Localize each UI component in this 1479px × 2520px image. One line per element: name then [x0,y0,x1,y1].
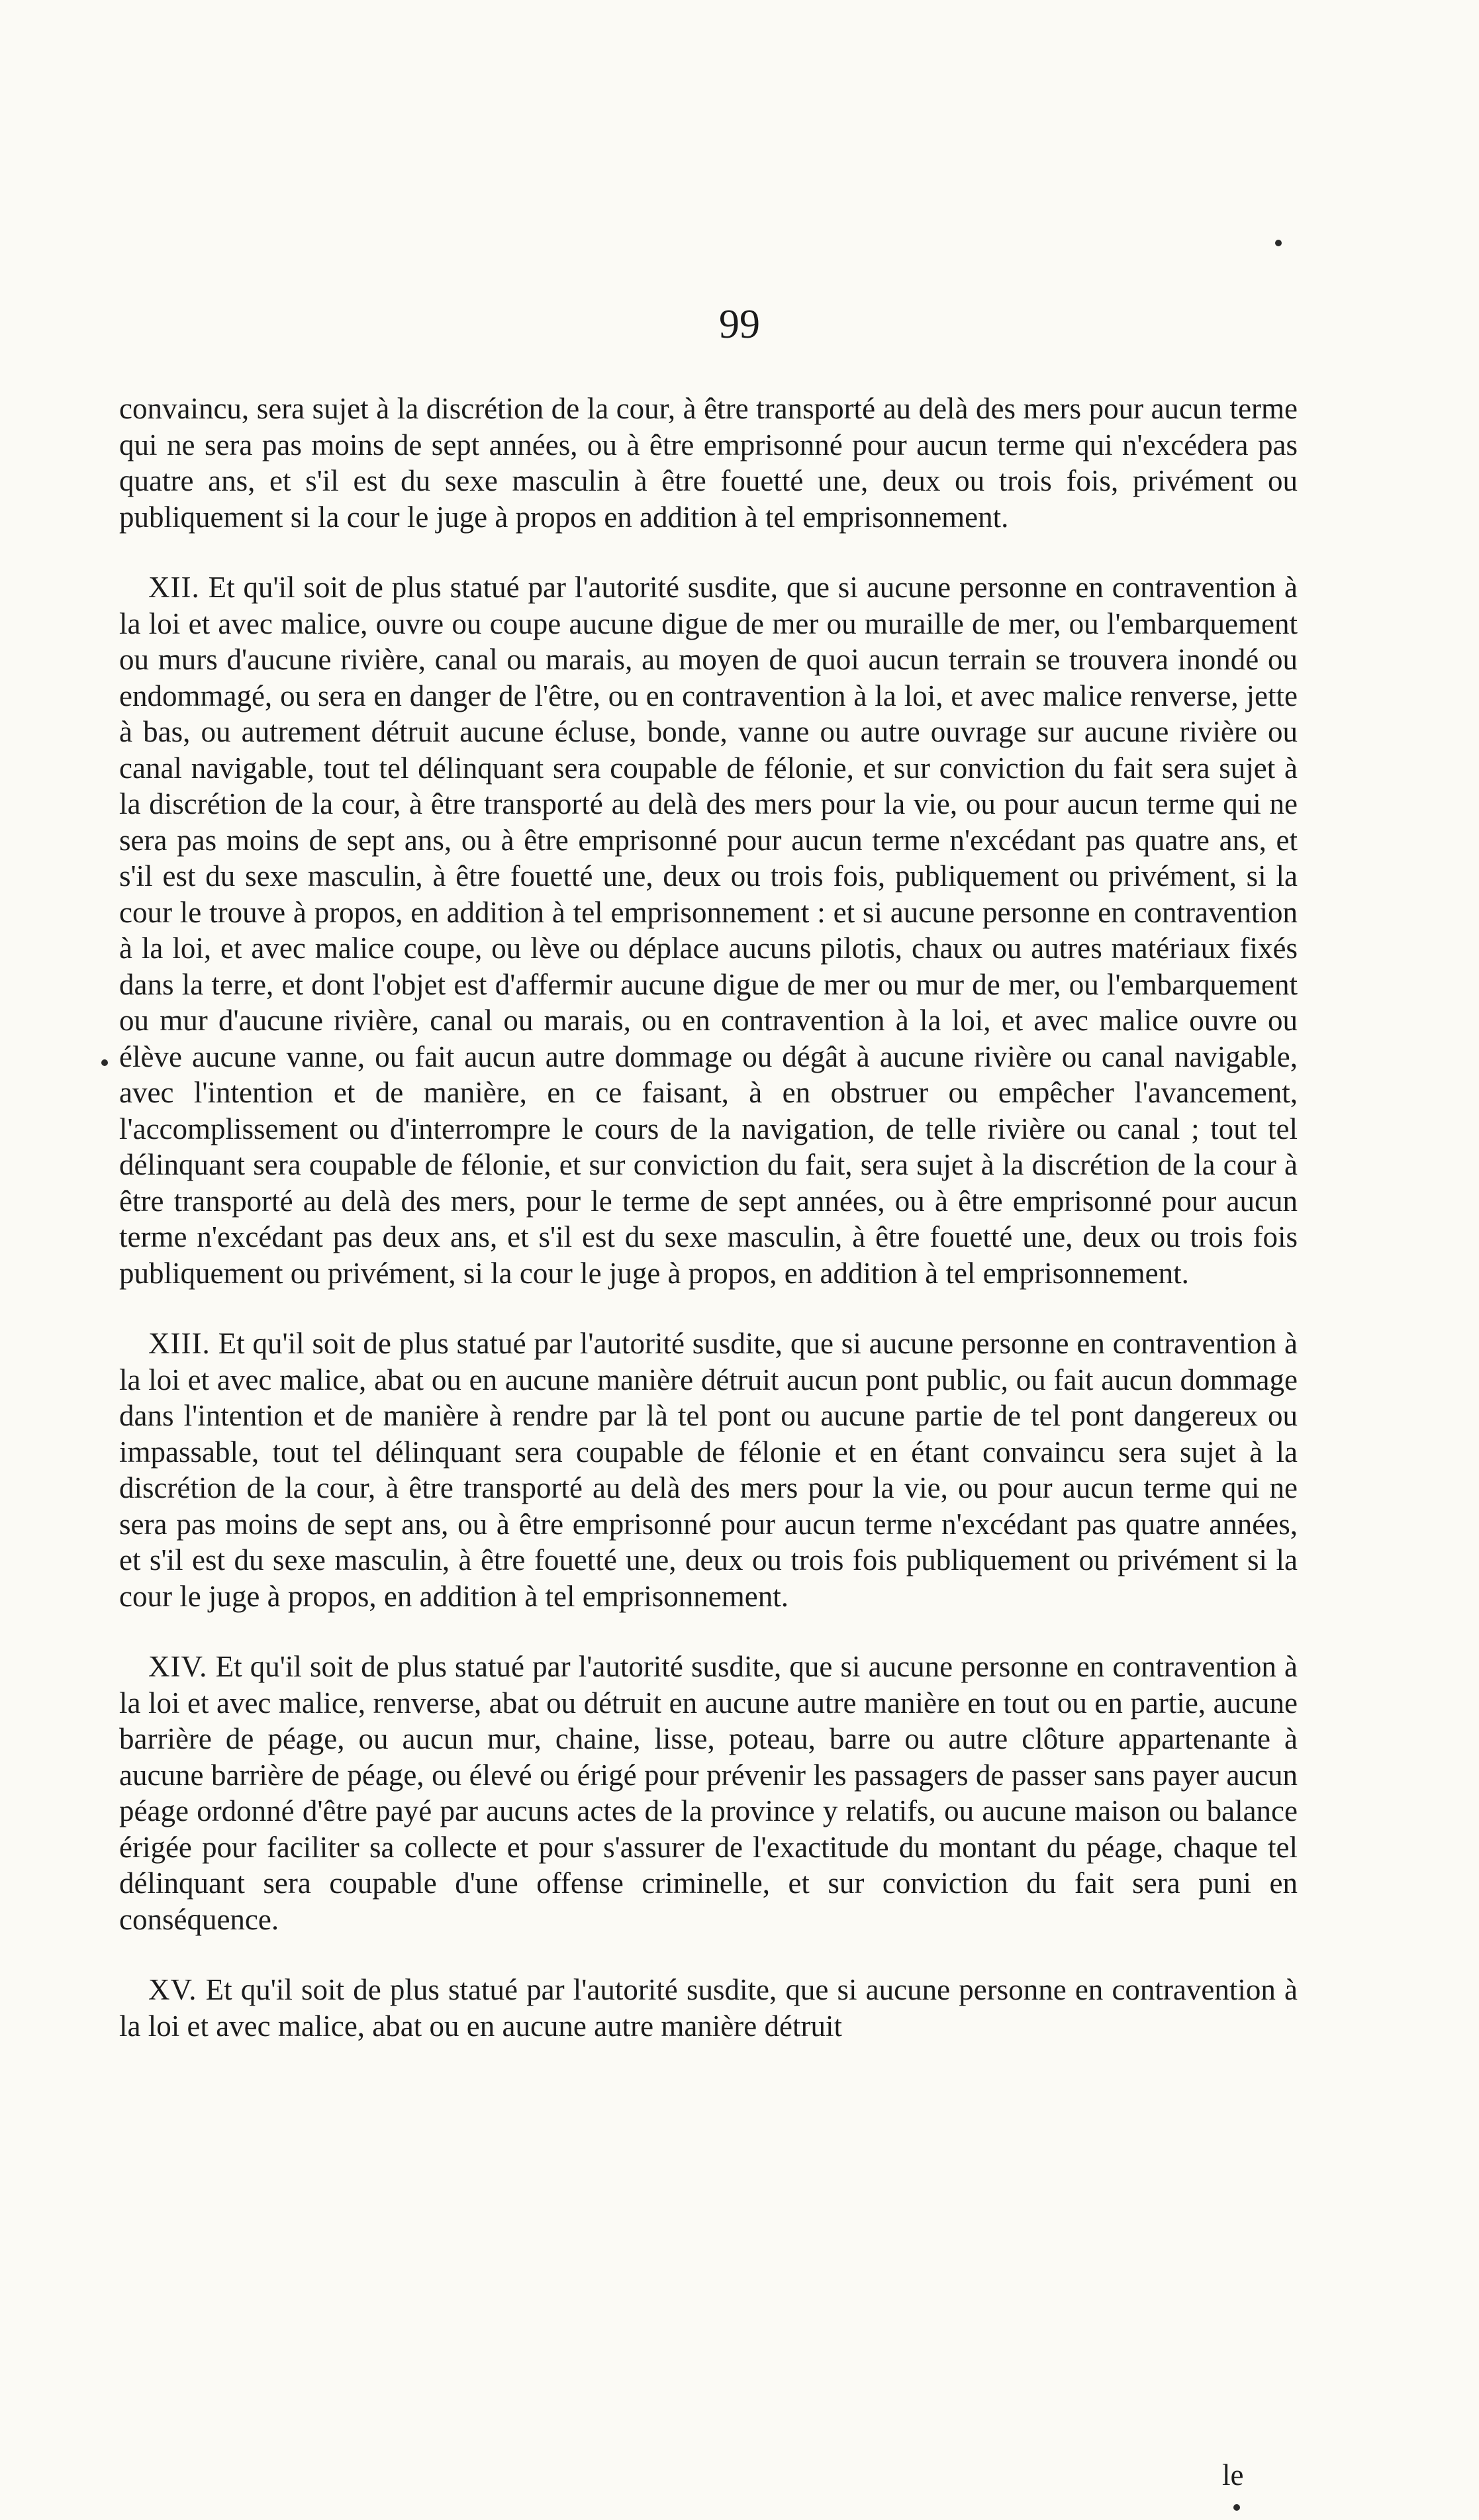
paragraph-article-xii [119,569,1298,1291]
paragraph-article-xiii [119,1326,1298,1614]
article-number: XV. [148,1973,197,2006]
paragraph-article-xiv [119,1649,1298,1937]
article-number: XII. [148,571,200,604]
paragraph-text: Et qu'il soit de plus statué par l'autorité susdite, que si aucune personne en contravention à la loi et avec malice, abat ou en aucune manière détruit aucun pont public, ou fait aucun dommage dans l'intention et de manière à rendre par là tel pont ou aucune partie de tel pont dangereux ou impassable, tout tel délinquant sera coupable de félonie et en étant convaincu sera sujet à la discrétion de la cour, à être transporté au delà des mers pour la vie, ou pour aucun terme qui ne sera pas moins de sept ans, ou à être emprisonné pour aucun terme n'excédant pas quatre années, et s'il est du sexe masculin, à être fouetté une, deux ou trois fois publiquement ou privément si la cour le juge à propos, en addition à tel emprisonnement. [119,1327,1298,1613]
body-text [119,391,1298,2044]
paragraph-article-xv [119,1972,1298,2044]
paragraph-text: convaincu, sera sujet à la discrétion de la cour, à être transporté au delà des mers pour aucun terme qui ne sera pas moins de sept années, ou à être emprisonné pour aucun terme qui n'excédera pas quatre ans, et s'il est du sexe masculin à être fouetté une, deux ou trois fois, privément ou publiquement si la cour le juge à propos en addition à tel emprisonnement. [119,392,1298,534]
paragraph-text: Et qu'il soit de plus statué par l'autorité susdite, que si aucune personne en contravention à la loi et avec malice, ouvre ou coupe aucune digue de mer ou muraille de mer, ou l'embarquement ou murs d'aucune rivière, canal ou marais, au moyen de quoi aucun terrain se trouvera inondé ou endommagé, ou sera en danger de l'être, ou en contravention à la loi, et avec malice renverse, jette à bas, ou autrement détruit aucune écluse, bonde, vanne ou autre ouvrage sur aucune rivière ou canal navigable, tout tel délinquant sera coupable de félonie, et sur conviction du fait sera sujet à la discrétion de la cour, à être transporté au delà des mers pour la vie, ou pour aucun terme qui ne sera pas moins de sept ans, ou à être emprisonné pour aucun terme n'excédant pas quatre ans, et s'il est du sexe masculin, à être fouetté une, deux ou trois fois, publiquement ou privément, si la cour le trouve à propos, en addition à tel emprisonnement : et si aucune personne en contravention à la loi, et avec malice coupe, ou lève ou déplace aucuns pilotis, chaux ou autres matériaux fixés dans la terre, et dont l'objet est d'affermir aucune digue de mer ou mur de mer, ou l'embarquement ou mur d'aucune rivière, canal ou marais, ou en contravention à la loi, et avec malice ouvre ou élève aucune vanne, ou fait aucun autre dommage ou dégât à aucune rivière ou canal navigable, avec l'intention et de manière, en ce faisant, à en obstruer ou empêcher l'avancement, l'accomplissement ou d'interrompre le cours de la navigation, de telle rivière ou canal ; tout tel délinquant sera coupable de félonie, et sur conviction du fait, sera sujet à la discrétion de la cour à être transporté au delà des mers, pour le terme de sept années, ou à être emprisonné pour aucun terme n'excédant pas deux ans, et s'il est du sexe masculin, à être fouetté une, deux ou trois fois publiquement ou privément, si la cour le juge à propos, en addition à tel emprisonnement. [119,571,1298,1290]
article-number: XIII. [148,1327,211,1360]
paragraph-text: Et qu'il soit de plus statué par l'autorité susdite, que si aucune personne en contravention à la loi et avec malice, abat ou en aucune autre manière détruit [119,1973,1298,2043]
article-number: XIV. [148,1650,208,1683]
ink-dot-mark [101,1059,108,1066]
catchword: le [1222,2458,1244,2492]
paragraph-continuation [119,391,1298,535]
paragraph-text: Et qu'il soit de plus statué par l'autorité susdite, que si aucune personne en contravention à la loi et avec malice, renverse, abat ou détruit en aucune autre manière en tout ou en partie, aucune barrière de péage, ou aucun mur, chaine, lisse, poteau, barre ou autre clôture appartenante à aucune barrière de péage, ou élevé ou érigé pour prévenir les passagers de passer sans payer aucun péage ordonné d'être payé par aucuns actes de la province y relatifs, ou aucune maison ou balance érigée pour faciliter sa collecte et pour s'assurer de l'exactitude du montant du péage, chaque tel délinquant sera coupable d'une offense criminelle, et sur conviction du fait sera puni en conséquence. [119,1650,1298,1936]
ink-dot-mark [1275,240,1282,246]
ink-dot-mark [1233,2504,1240,2511]
page-number: 99 [719,302,760,347]
